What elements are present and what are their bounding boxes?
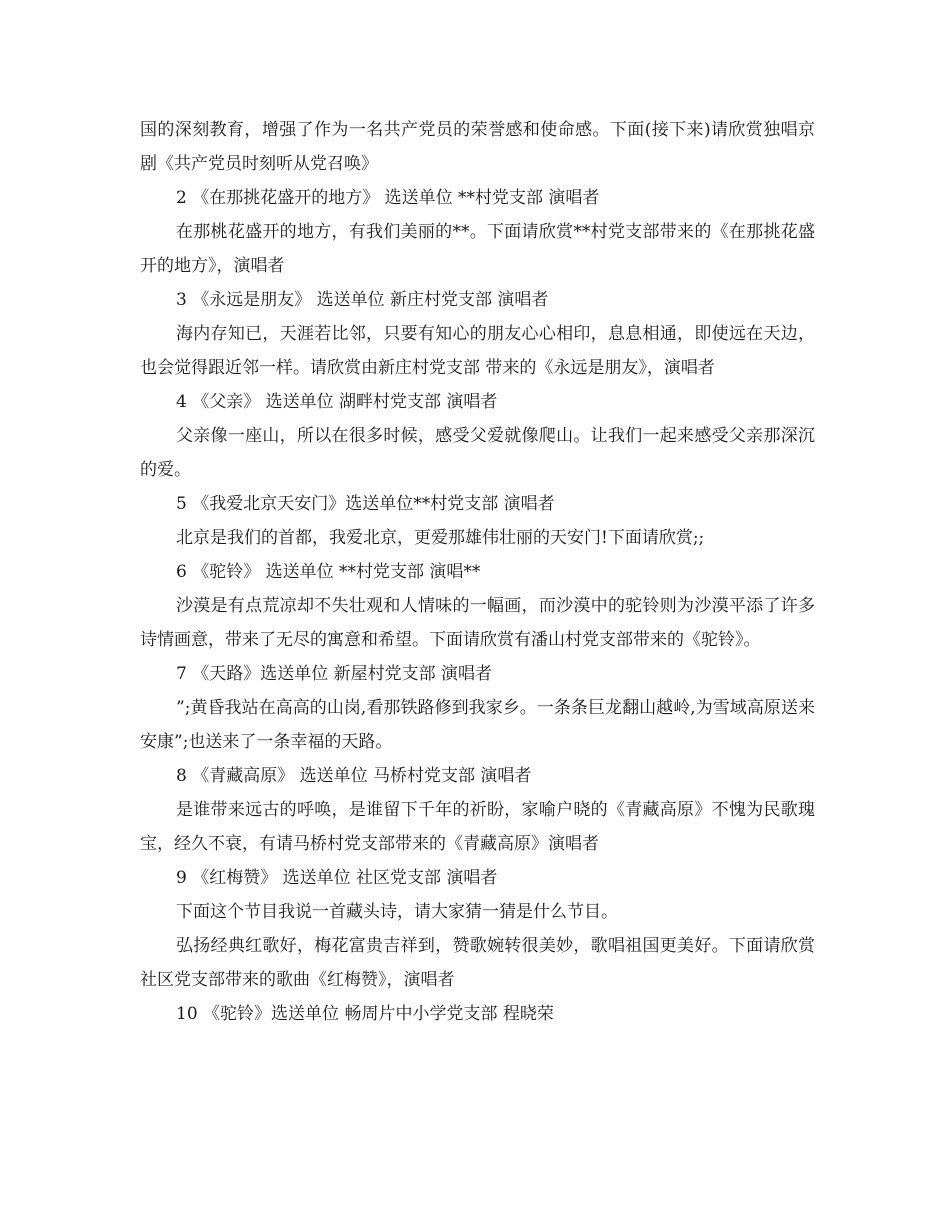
program-item-8: 8 《青藏高原》 选送单位 马桥村党支部 演唱者 (176, 766, 532, 786)
paragraph-intro-continued: 国的深刻教育，增强了作为一名共产党员的荣誉感和使命感。下面(接下来)请欣赏独唱京剧《共产党员时刻听从党召唤》 (140, 120, 815, 174)
program-item-2: 2 《在那挑花盛开的地方》 选送单位 **村党支部 演唱者 (176, 188, 600, 208)
paragraph-item-9-poem: 弘扬经典红歌好，梅花富贵吉祥到，赞歌婉转很美妙，歌唱祖国更美好。下面请欣赏社区党支部带来的歌曲《红梅赞》，演唱者 (140, 936, 815, 990)
program-item-10: 10 《驼铃》选送单位 畅周片中小学党支部 程晓荣 (176, 1004, 554, 1024)
program-item-9: 9 《红梅赞》 选送单位 社区党支部 演唱者 (176, 868, 498, 888)
paragraph-item-4: 父亲像一座山，所以在很多时候，感受父爱就像爬山。让我们一起来感受父亲那深沉的爱。 (140, 426, 815, 480)
document-body (140, 113, 815, 1031)
program-item-6: 6 《驼铃》 选送单位 **村党支部 演唱** (176, 562, 481, 582)
paragraph-item-8: 是谁带来远古的呼唤，是谁留下千年的祈盼，家喻户晓的《青藏高原》不愧为民歌瑰宝，经久不衰，有请马桥村党支部带来的《青藏高原》演唱者 (140, 800, 815, 854)
program-item-3: 3 《永远是朋友》 选送单位 新庄村党支部 演唱者 (176, 290, 549, 310)
program-item-4: 4 《父亲》 选送单位 湖畔村党支部 演唱者 (176, 392, 498, 412)
paragraph-item-6: 沙漠是有点荒凉却不失壮观和人情味的一幅画，而沙漠中的驼铃则为沙漠平添了许多诗情画意，带来了无尽的寓意和希望。下面请欣赏有潘山村党支部带来的《驼铃》。 (140, 596, 815, 650)
paragraph-item-5: 北京是我们的首都，我爱北京，更爱那雄伟壮丽的天安门!下面请欣赏;; (176, 528, 705, 548)
paragraph-item-7: ”;黄昏我站在高高的山岗,看那铁路修到我家乡。一条条巨龙翻山越岭,为雪域高原送来安康”;也送来了一条幸福的天路。 (140, 698, 815, 752)
program-item-5: 5 《我爱北京天安门》选送单位**村党支部 演唱者 (176, 494, 555, 514)
paragraph-item-2: 在那桃花盛开的地方，有我们美丽的**。下面请欣赏**村党支部带来的《在那挑花盛开的地方》，演唱者 (140, 222, 815, 276)
paragraph-item-9-intro: 下面这个节目我说一首藏头诗，请大家猜一猜是什么节目。 (176, 902, 618, 922)
paragraph-item-3: 海内存知已，天涯若比邻，只要有知心的朋友心心相印，息息相通，即使远在天边，也会觉得跟近邻一样。请欣赏由新庄村党支部 带来的《永远是朋友》，演唱者 (140, 324, 815, 378)
program-item-7: 7 《天路》选送单位 新屋村党支部 演唱者 (176, 664, 493, 684)
